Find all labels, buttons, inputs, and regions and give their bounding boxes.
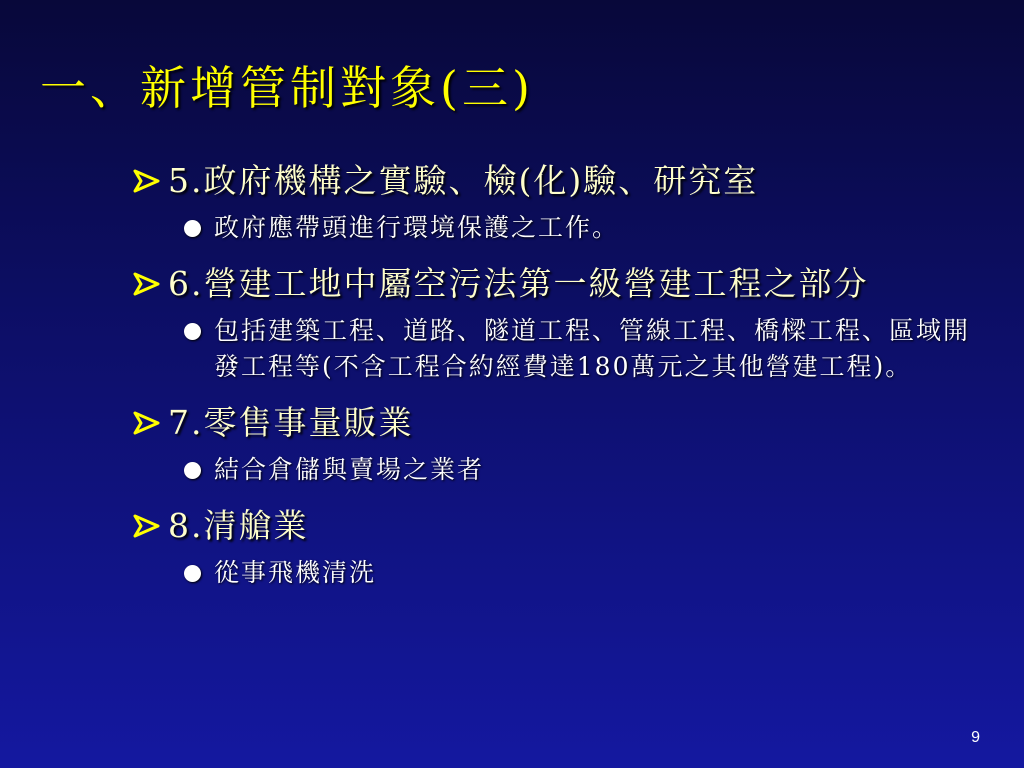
sub-item-text: 結合倉儲與賣場之業者 (214, 455, 485, 484)
list-item (132, 155, 972, 206)
arrow-bullet-icon (132, 155, 168, 206)
sub-item (184, 210, 972, 246)
list-item (132, 500, 972, 551)
dot-bullet-icon (184, 452, 214, 488)
bullet-list (132, 155, 972, 603)
dot-bullet-icon (184, 313, 214, 349)
sub-item-text: 政府應帶頭進行環境保護之工作。 (214, 213, 620, 242)
sub-item (184, 452, 972, 488)
list-item (132, 397, 972, 448)
arrow-bullet-icon (132, 397, 168, 448)
list-item-label: 8.清艙業 (168, 506, 309, 545)
page-number: 9 (971, 729, 980, 746)
dot-bullet-icon (184, 555, 214, 591)
sub-item (184, 313, 972, 385)
list-item-label: 7.零售事量販業 (168, 403, 414, 442)
dot-bullet-icon (184, 210, 214, 246)
sub-item (184, 555, 972, 591)
list-item-label: 5.政府機構之實驗、檢(化)驗、研究室 (168, 161, 759, 200)
slide-title: 一、新增管制對象(三) (40, 61, 534, 115)
arrow-bullet-icon (132, 258, 168, 309)
list-item (132, 258, 972, 309)
list-item-label: 6.營建工地中屬空污法第一級營建工程之部分 (168, 264, 869, 303)
arrow-bullet-icon (132, 500, 168, 551)
sub-item-text: 包括建築工程、道路、隧道工程、管線工程、橋樑工程、區域開發工程等(不含工程合約經費達180萬元之其他營建工程)。 (214, 316, 971, 381)
sub-item-text: 從事飛機清洗 (214, 558, 377, 587)
